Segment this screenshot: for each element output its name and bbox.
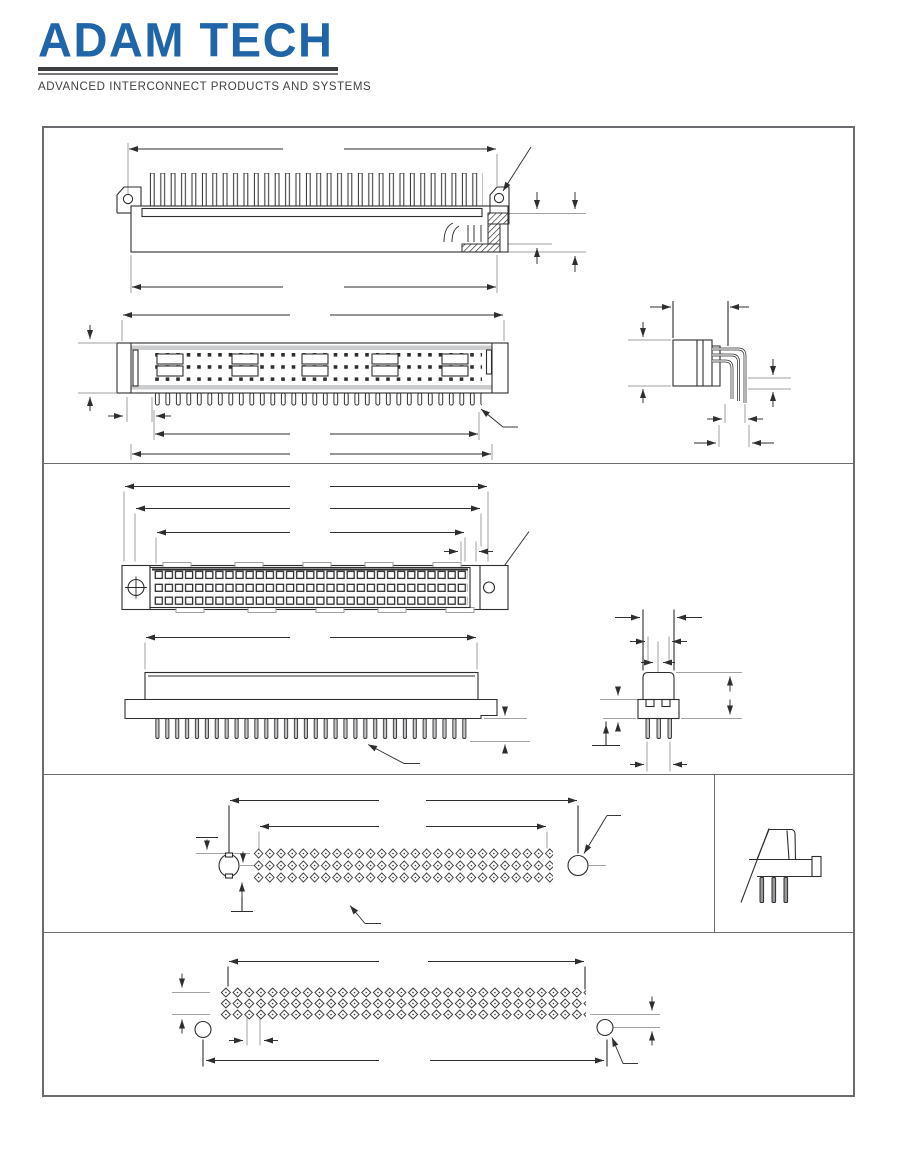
straight-pins: [153, 719, 468, 740]
pcb-hole-grid: [253, 848, 553, 884]
header-end-view-body: [673, 340, 720, 386]
connector-outline: [741, 829, 821, 903]
pcb-hole-grid: [220, 987, 586, 1020]
extension-lines: [124, 492, 488, 564]
brand-tagline: ADVANCED INTERCONNECT PRODUCTS AND SYSTEMS: [38, 80, 372, 93]
pin-fringe: [152, 393, 482, 408]
mounting-hole-left: [123, 194, 132, 203]
mounting-hole-right: [484, 582, 495, 593]
panel-2-vertical-receptacle: [44, 463, 853, 774]
panel-3-pcb-pattern-right-angle: [44, 774, 853, 932]
receptacle-shell: [145, 673, 478, 700]
body-edge-band: [131, 346, 492, 351]
body-edge-band: [131, 385, 492, 390]
hole-key-tab: [226, 874, 233, 878]
right-angle-receptacle-side-drawing: [715, 775, 853, 932]
end-view-flange: [638, 700, 679, 719]
brand-block: [38, 12, 372, 93]
pcb-mounting-hole-left: [219, 855, 239, 877]
end-view-pins: [646, 719, 672, 739]
pcb-pattern-right-angle-drawing: [44, 775, 714, 932]
panel-4-pcb-pattern-vertical: [44, 932, 853, 1099]
header-pin-comb: [147, 173, 483, 206]
pcb-mounting-hole-right: [597, 1020, 613, 1036]
panel-1-right-angle-header: [44, 128, 853, 463]
pcb-mounting-hole-left: [195, 1022, 211, 1038]
right-angle-pins: [712, 349, 745, 403]
adam-tech-logo: ADAM TECH: [38, 12, 334, 67]
end-view-shell: [643, 673, 674, 700]
right-angle-pins-core: [712, 349, 745, 403]
solder-pins: [760, 878, 788, 903]
right-angle-header-drawing: [44, 128, 853, 463]
vertical-receptacle-drawing: [44, 464, 853, 774]
logo-divider-thin: [38, 73, 338, 75]
pcb-mounting-hole-right: [568, 856, 588, 876]
contact-hole-grid: [154, 570, 468, 609]
receptacle-flange: [125, 700, 497, 719]
drawing-frame: [42, 126, 855, 1097]
logo-divider-thick: [38, 67, 338, 71]
mounting-hole-right: [494, 193, 503, 202]
hole-key-tab: [226, 853, 233, 857]
extension-lines-dark: [673, 301, 728, 346]
pcb-pattern-vertical-drawing: [44, 933, 853, 1099]
